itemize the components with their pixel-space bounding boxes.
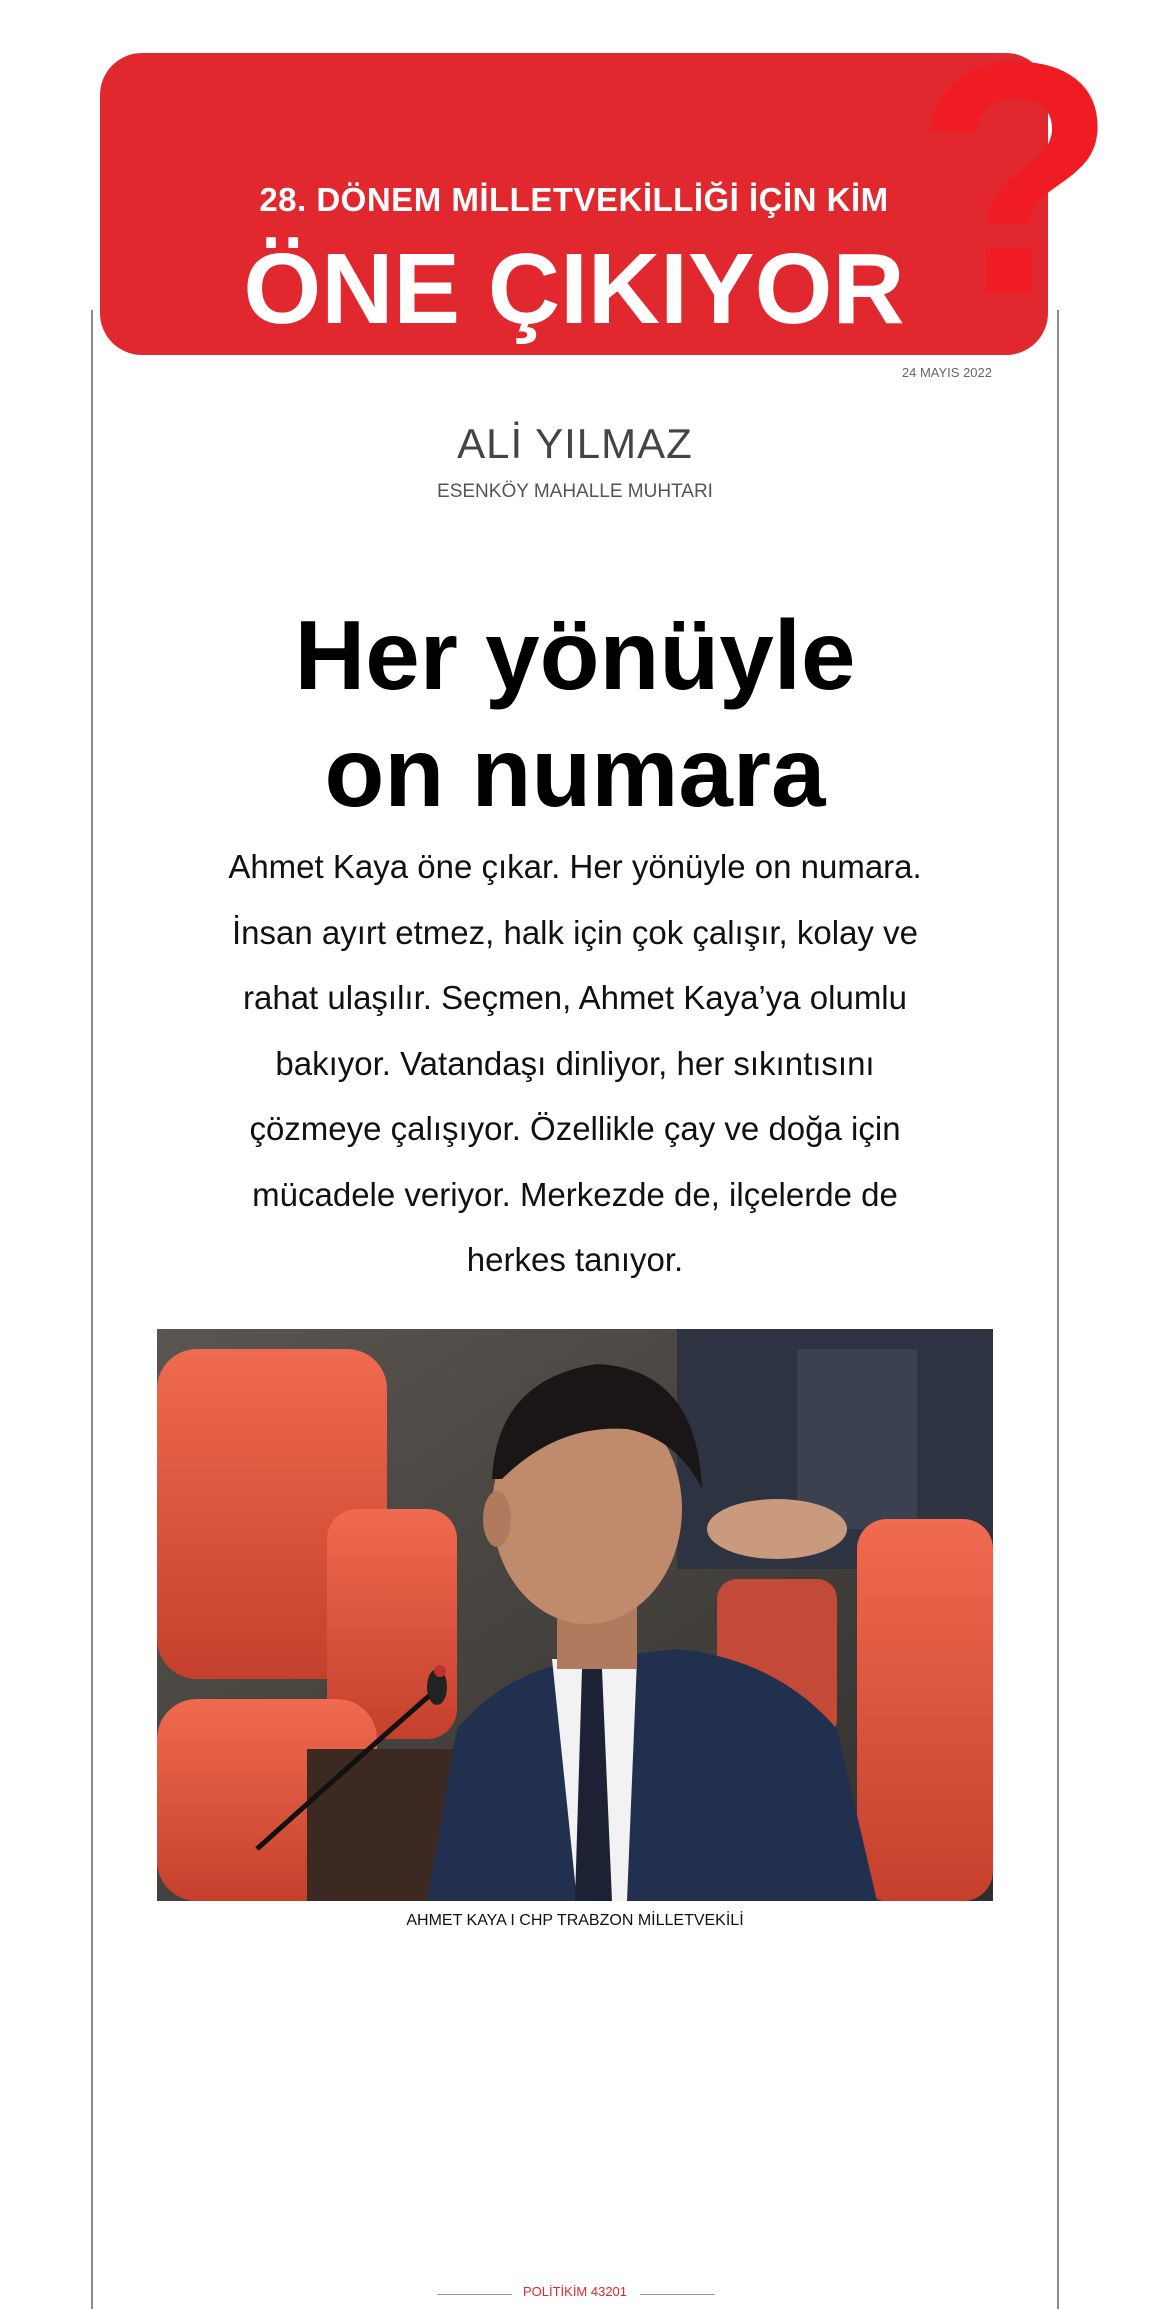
article-body: Ahmet Kaya öne çıkar. Her yönüyle on numara. İnsan ayırt etmez, halk için çok çalışır, kolay ve rahat ulaşılır. Seçmen, Ahmet Kaya’ya olumlu bakıyor. Vatandaşı dinliyor, her sıkıntısını çözmeye çalışıyor. Özellikle çay ve doğa için mücadele veriyor. Merkezde de, ilçelerde de herkes tanıyor. (228, 848, 922, 1278)
header-banner (100, 0, 1117, 362)
question-mark-icon: ? (915, 0, 1117, 362)
author-name: ALİ YILMAZ (457, 420, 693, 467)
banner-subtitle: 28. DÖNEM MİLLETVEKİLLİĞİ İÇİN KİM (259, 181, 889, 218)
article-date: 24 MAYIS 2022 (901, 365, 992, 380)
portrait-illustration (157, 1329, 993, 1901)
banner-title: ÖNE ÇIKIYOR (243, 233, 905, 345)
article-headline (0, 597, 1150, 831)
footer-rule-right (640, 2294, 715, 2295)
article-photo (157, 1329, 993, 1901)
author-title: ESENKÖY MAHALLE MUHTARI (437, 481, 713, 502)
headline-line-1: Her yönüyle (294, 600, 856, 710)
footer-page-label: POLİTİKİM 43201 (522, 2284, 628, 2299)
photo-caption: AHMET KAYA I CHP TRABZON MİLLETVEKİLİ (406, 1912, 744, 1929)
headline-line-2: on numara (324, 717, 826, 827)
